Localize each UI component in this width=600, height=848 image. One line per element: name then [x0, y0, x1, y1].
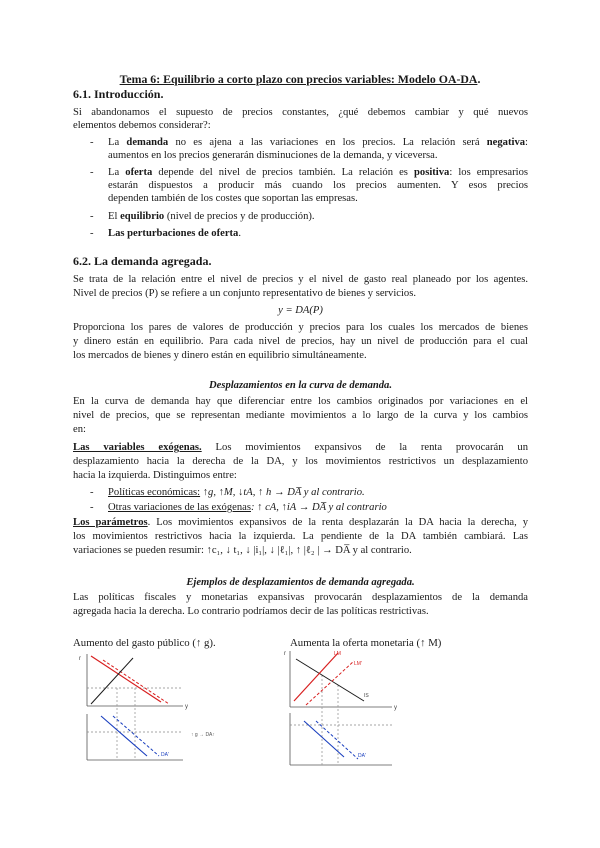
other-exogenous-item: Otras variaciones de las exógenas: ↑ cA, ↑iA → DA̅ y al contrario: [108, 502, 387, 513]
exogenous-line-3: hacia la izquierda. Distinguimos entre:: [73, 470, 237, 481]
ad-definition: Se trata de la relación entre el nivel de precios y el nivel de gasto real planeado por los agentes.: [73, 274, 528, 285]
ad-paragraph-line-1: Proporciona los pares de valores de producción y precios para los cuales los mercados de bienes: [73, 322, 528, 333]
right-x-axis-label: y: [394, 705, 397, 711]
intro-line-1: Si abandonamos el supuesto de precios constantes, ¿qué debemos cambiar y qué nuevos: [73, 107, 528, 118]
bullet-dash: -: [90, 211, 94, 222]
lm-curve: [91, 658, 133, 704]
left-note: ↑ g → DA↑: [191, 732, 215, 738]
parameters-line-3: variaciones se pueden resumir: ↑c₁, ↓ t₁, ↓ |i₁|, ↓ |ℓ₁|, ↑ |ℓ₂ | → DA̅ y al contrario.: [73, 545, 412, 556]
bullet-dash: -: [90, 228, 94, 239]
left-y-axis-label: r: [79, 656, 81, 662]
bullet-supply-shocks: Las perturbaciones de oferta.: [108, 228, 241, 239]
intro-line-2: elementos debemos considerar?:: [73, 120, 211, 131]
right-da-label: DA': [358, 753, 366, 759]
bullet-supply-line-1: La oferta depende del nivel de precios también. La relación es positiva: los empresarios: [108, 167, 528, 178]
lm-curve-red: [294, 653, 338, 701]
title-text: Tema 6: Equilibrio a corto plazo con precios variables: Modelo OA-DA: [119, 72, 478, 86]
lm-curve-shifted: [306, 661, 354, 705]
bullet-demand-line-1: La demanda no es ajena a las variaciones en los precios. La relación será negativa:: [108, 137, 528, 148]
bullet-supply-line-3: dependen también de los costes que soportan las empresas.: [108, 193, 358, 204]
bullet-demand-line-2: aumentos en los precios generarán disminuciones de la demanda, y viceversa.: [108, 150, 438, 161]
exogenous-line-2: desplazamiento hacia la derecha de la DA, y los movimientos restrictivos un desplazamiento: [73, 456, 528, 467]
right-figure-diagram: [282, 645, 482, 770]
ad-paragraph-line-3: los mercados de bienes y dinero están en equilibrio simultáneamente.: [73, 350, 367, 361]
lm-label: LM: [334, 651, 341, 657]
bullet-equilibrium: El equilibrio (nivel de precios y de producción).: [108, 211, 315, 222]
bullet-dash: -: [90, 502, 94, 513]
exogenous-line-1: Las variables exógenas. Los movimientos expansivos de la renta provocarán un: [73, 442, 528, 453]
shifts-intro-line-3: en:: [73, 424, 86, 435]
lm-shifted-label: LM': [354, 661, 362, 667]
left-da-label: DA': [161, 752, 169, 758]
parameters-line-1: Los parámetros. Los movimientos expansivos de la renta desplazarán la DA hacia la derecha, y: [73, 517, 528, 528]
is-curve-shifted: [103, 660, 169, 704]
price-level-definition: Nivel de precios (P) se refiere a un conjunto representativo de bienes y servicios.: [73, 288, 416, 299]
left-figure-diagram: [73, 650, 263, 765]
shifts-intro-line-1: En la curva de demanda hay que diferenciar entre los cambios originados por variaciones en el: [73, 396, 528, 407]
da-curve-shifted: [113, 716, 159, 756]
ad-equation: y = DA(P): [278, 305, 323, 316]
is-curve-red: [91, 656, 161, 702]
shifts-heading: Desplazamientos en la curva de demanda.: [208, 380, 393, 391]
parameters-line-2: los movimientos restrictivos hacia la izquierda. La pendiente de la DA también cambiará. Las: [73, 531, 528, 542]
right-figure-caption: Aumenta la oferta monetaria (↑ M): [290, 637, 442, 649]
economic-policies-item: Políticas económicas: ↑g, ↑M, ↓tA, ↑ h → DA̅ y al contrario.: [108, 487, 365, 498]
shifts-intro-line-2: nivel de precios, que se representan mediante movimientos a lo largo de la curva y los cambios: [73, 410, 528, 421]
bullet-dash: -: [90, 137, 94, 148]
da-curve-blue: [101, 716, 147, 756]
examples-line-2: agregada hacia la derecha. Lo contrario podríamos decir de las políticas restrictivas.: [73, 606, 429, 617]
is-label: IS: [364, 693, 369, 699]
examples-heading: Ejemplos de desplazamientos de demanda agregada.: [186, 577, 415, 588]
bullet-supply-line-2: estarán dispuestos a producir más cuando los precios aumenten. Y esos precios: [108, 180, 528, 191]
section-heading-6-2: 6.2. La demanda agregada.: [73, 254, 212, 268]
right-y-axis-label: r: [284, 651, 286, 657]
examples-line-1: Las políticas fiscales y monetarias expansivas provocarán desplazamientos de la demanda: [73, 592, 528, 603]
title-period: .: [477, 72, 481, 86]
left-figure-caption: Aumento del gasto público (↑ g).: [73, 637, 216, 649]
left-x-axis-label: y: [185, 704, 188, 710]
bullet-dash: -: [90, 487, 94, 498]
section-heading-6-1: 6.1. Introducción.: [73, 87, 164, 101]
page-title: [0, 72, 600, 87]
bullet-dash: -: [90, 167, 94, 178]
ad-paragraph-line-2: y dinero están en equilibrio. Para cada nivel de precios, hay un nivel de producción para el cual: [73, 336, 528, 347]
